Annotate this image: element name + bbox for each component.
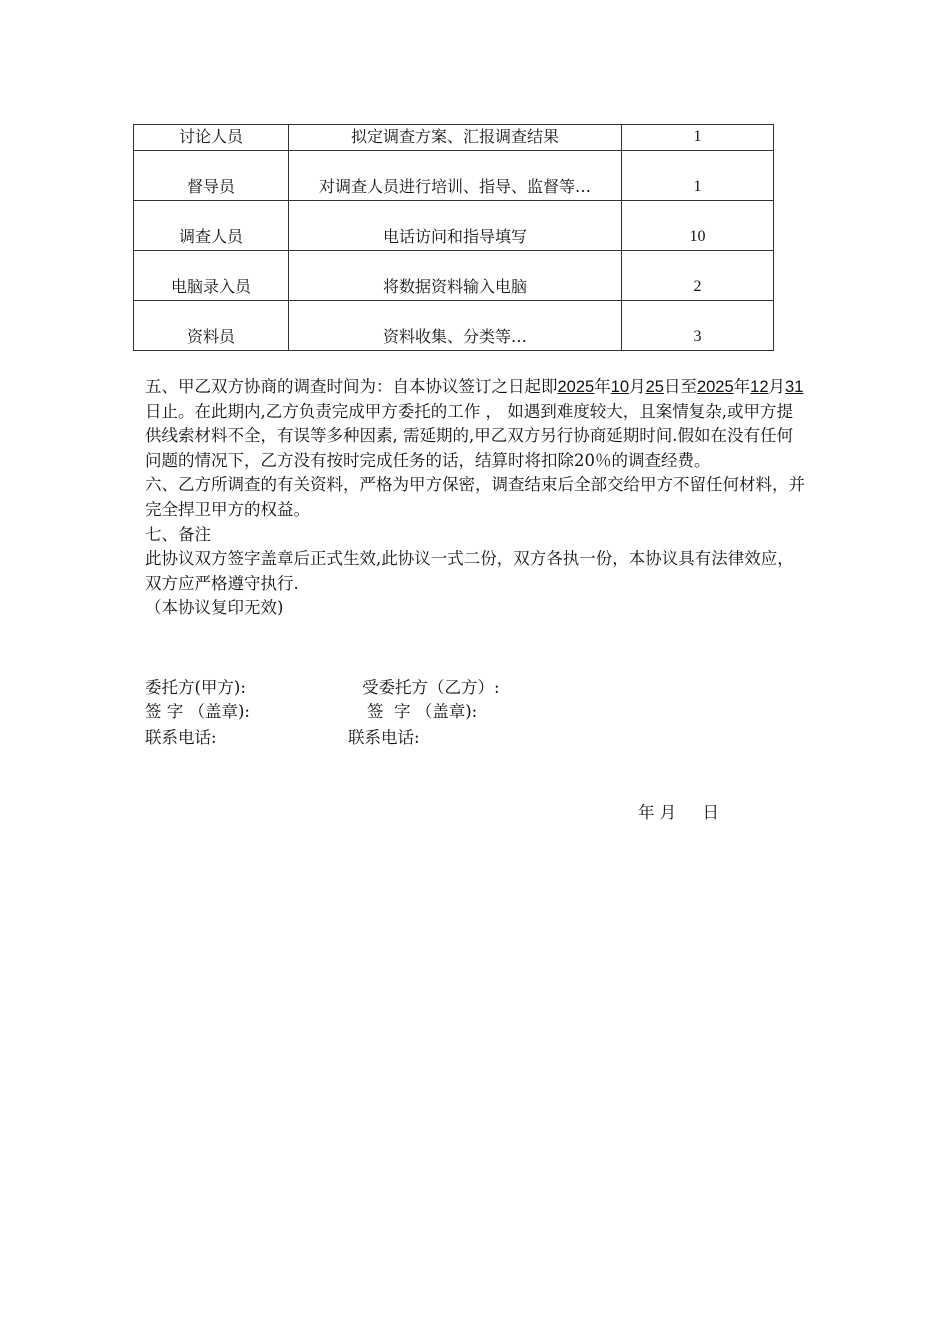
- duty-cell: 对调查人员进行培训、指导、监督等…: [289, 151, 622, 201]
- month-char: 月: [768, 377, 786, 396]
- year-char: 年: [594, 377, 611, 396]
- table-row: [134, 151, 774, 201]
- to-char: 至: [680, 377, 697, 396]
- sign-a-label: 签 字 （盖章):: [145, 702, 250, 721]
- party-b-label: 受委托方（乙方）:: [362, 678, 500, 697]
- duty-cell: 拟定调查方案、汇报调查结果: [289, 125, 622, 151]
- role-cell: 资料员: [134, 301, 289, 351]
- role-cell: 讨论人员: [134, 125, 289, 151]
- table-row: [134, 125, 774, 151]
- day-char: 日: [663, 377, 681, 396]
- role-cell: 督导员: [134, 151, 289, 201]
- end-month: 12: [750, 378, 769, 396]
- end-year: 2025: [696, 378, 734, 396]
- party-a-label: 委托方(甲方):: [145, 678, 246, 697]
- duty-cell: 资料收集、分类等…: [289, 301, 622, 351]
- month-char: 月: [629, 377, 646, 396]
- phone-b-label: 联系电话:: [348, 728, 420, 747]
- copy-note: （本协议复印无效): [145, 598, 284, 618]
- count-cell: 3: [622, 301, 774, 351]
- count-cell: 10: [622, 201, 774, 251]
- start-day: 25: [645, 378, 664, 396]
- clause-5-suffix: 日止。在此期内,乙方负责完成甲方委托的工作 ， 如遇到难度较大，且案情复杂,或甲方提供线索材料不全，有误等多种因素, 需延期的,甲乙双方另行协商延期时间.假如在没有任何问题的情况下，乙方没有按时完成任务的话，结算时将扣除20％的调查经费。: [145, 401, 793, 470]
- table-row: [134, 251, 774, 301]
- clause-5-prefix: 五、甲乙双方协商的调查时间为：自本协议签订之日起即: [145, 377, 558, 396]
- sign-b-label: 签 字 （盖章):: [367, 702, 478, 721]
- start-year: 2025: [557, 378, 595, 396]
- count-cell: 2: [622, 251, 774, 301]
- table-row: [134, 201, 774, 251]
- role-cell: 电脑录入员: [134, 251, 289, 301]
- clause-6: 六、乙方所调查的有关资料，严格为甲方保密，调查结束后全部交给甲方不留任何材料，并完全捍卫甲方的权益。: [145, 475, 805, 519]
- duty-cell: 电话访问和指导填写: [289, 201, 622, 251]
- count-cell: 1: [622, 151, 774, 201]
- duty-cell: 将数据资料输入电脑: [289, 251, 622, 301]
- clauses-block: [145, 375, 805, 621]
- phone-a-label: 联系电话:: [145, 728, 217, 747]
- count-cell: 1: [622, 125, 774, 151]
- start-month: 10: [610, 378, 630, 396]
- date-line: 年 月 日: [638, 803, 719, 822]
- clause-7-title: 七、备注: [145, 524, 211, 544]
- end-day: 31: [785, 378, 804, 396]
- clause-5: [145, 375, 805, 473]
- role-cell: 调查人员: [134, 201, 289, 251]
- clause-7-body: 此协议双方签字盖章后正式生效,此协议一式二份，双方各执一份，本协议具有法律效应，双方应严格遵守执行.: [145, 549, 794, 593]
- year-char: 年: [733, 377, 751, 396]
- staff-table: [133, 124, 774, 351]
- table-row: [134, 301, 774, 351]
